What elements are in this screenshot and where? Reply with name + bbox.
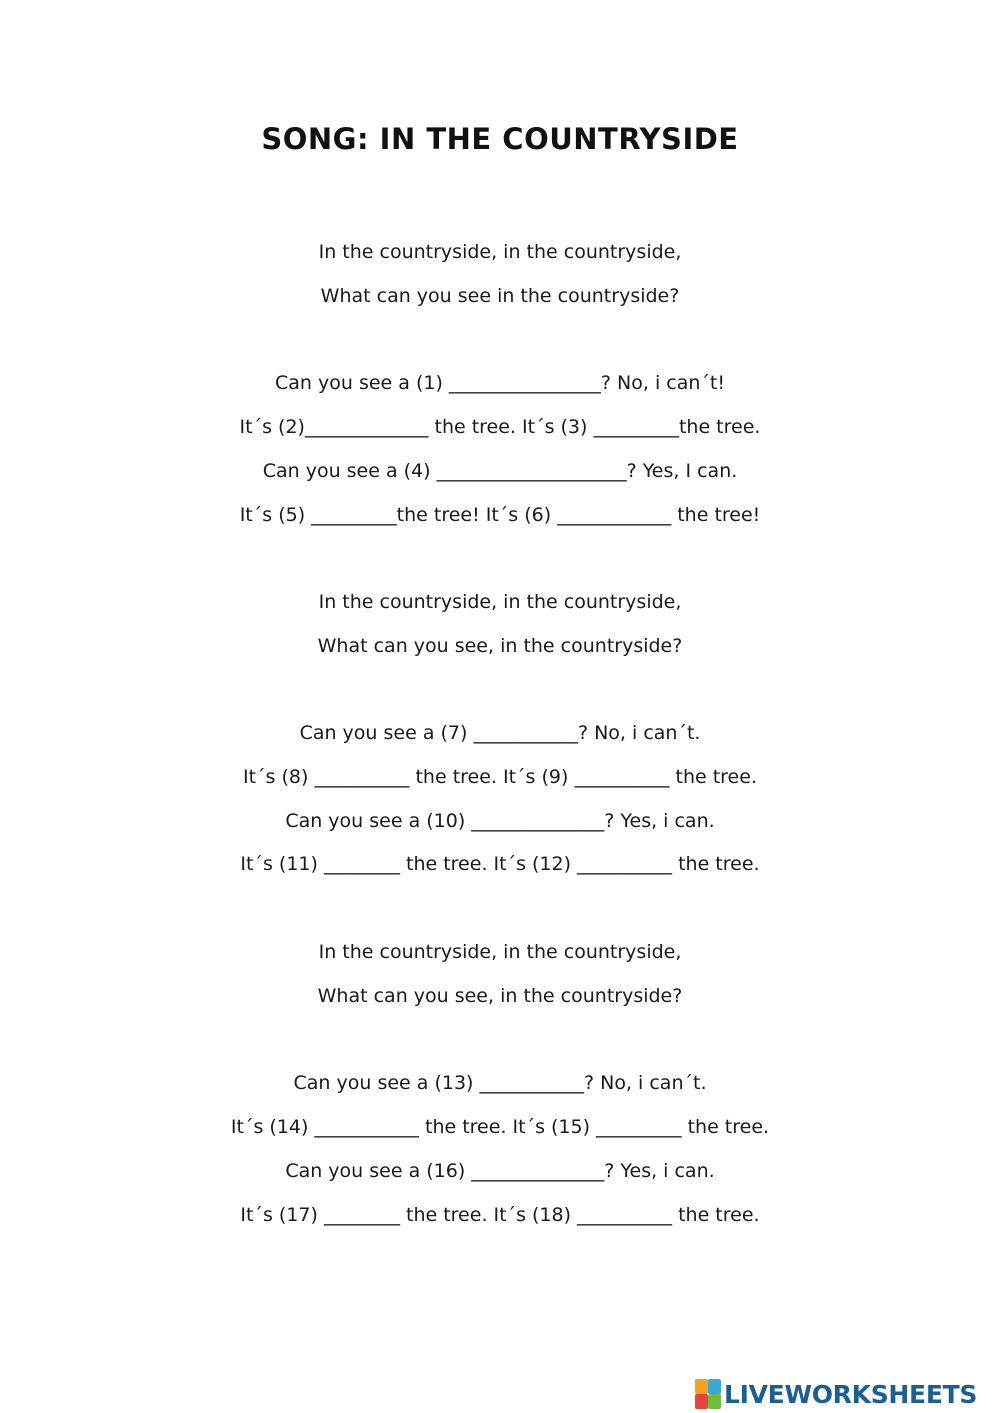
fill-blank-line: It´s (14) ___________ the tree. It´s (15) _________ the tree. <box>230 1116 770 1138</box>
fill-blank-line: Can you see a (10) ______________? Yes, i can. <box>285 810 715 832</box>
liveworksheets-logo-icon <box>695 1379 721 1409</box>
fill-blank-line: It´s (2)_____________ the tree. It´s (3) _________the tree. <box>239 416 761 438</box>
lyric-line: In the countryside, in the countryside, <box>318 591 682 613</box>
lyric-line: In the countryside, in the countryside, <box>318 941 682 963</box>
fill-blank-line: It´s (11) ________ the tree. It´s (12) __________ the tree. <box>240 853 760 875</box>
lyric-line: What can you see, in the countryside? <box>317 985 683 1007</box>
liveworksheets-brand[interactable] <box>695 1376 977 1412</box>
fill-blank-line: It´s (17) ________ the tree. It´s (18) __________ the tree. <box>240 1204 760 1226</box>
fill-blank-line: Can you see a (13) ___________? No, i can´t. <box>293 1072 707 1094</box>
fill-blank-line: Can you see a (1) ________________? No, i can´t! <box>275 372 725 394</box>
fill-blank-line: It´s (8) __________ the tree. It´s (9) __________ the tree. <box>243 766 757 788</box>
lyric-line: What can you see, in the countryside? <box>317 635 683 657</box>
lyric-line: What can you see in the countryside? <box>320 285 680 307</box>
brand-name: LIVEWORKSHEETS <box>724 1379 978 1409</box>
fill-blank-line: It´s (5) _________the tree! It´s (6) ____________ the tree! <box>239 504 761 526</box>
page-title: SONG: IN THE COUNTRYSIDE <box>261 122 739 156</box>
lyric-line: In the countryside, in the countryside, <box>318 241 682 263</box>
fill-blank-line: Can you see a (7) ___________? No, i can´t. <box>299 722 701 744</box>
fill-blank-line: Can you see a (16) ______________? Yes, i can. <box>285 1160 715 1182</box>
fill-blank-line: Can you see a (4) ____________________? Yes, I can. <box>262 460 738 482</box>
